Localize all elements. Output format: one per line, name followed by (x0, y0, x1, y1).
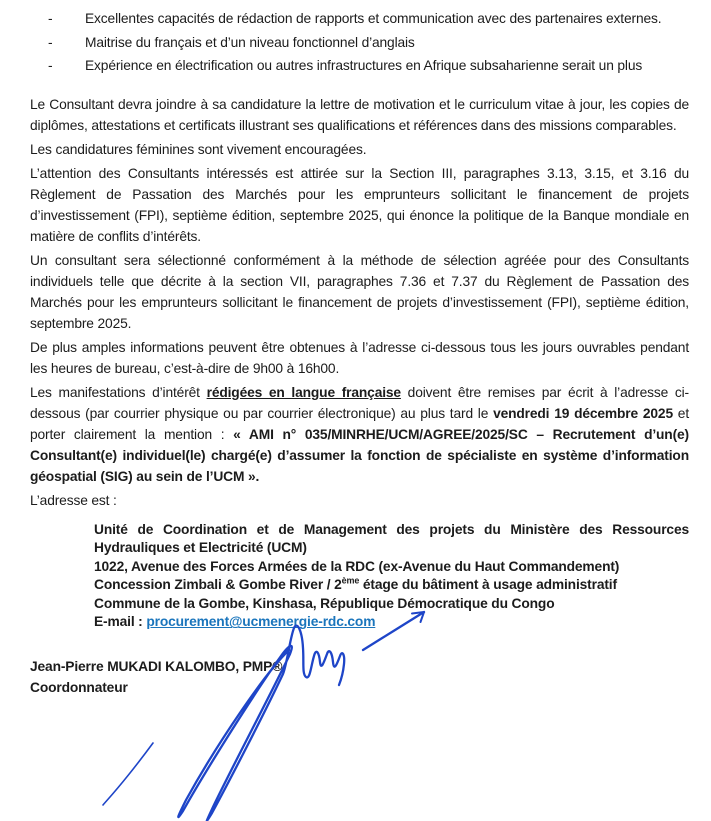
address-building-line (94, 576, 689, 595)
address-org-line-2: Hydrauliques et Electricité (UCM) (94, 540, 307, 556)
signature-lead-stroke (103, 743, 153, 805)
manifestations-text: doivent être remises par écrit à l’adresse ci-dessous (par courrier physique ou par courrier électronique) au plus tard le (30, 384, 689, 421)
dash-bullet-icon: - (48, 58, 53, 73)
bullet-text: Expérience en électrification ou autres infrastructures en Afrique subsaharienne serait un plus (85, 58, 643, 73)
address-intro-label: L’adresse est : (30, 492, 117, 508)
paragraph-dossier-candidature: Le Consultant devra joindre à sa candidature la lettre de motivation et le curriculum vitae à jour, les copies de diplômes, attestations et certificats illustrant ses qualifications et références dans des missions comparables. (30, 96, 689, 133)
email-link[interactable]: procurement@ucmenergie-rdc.com (146, 614, 376, 630)
list-item (30, 54, 689, 78)
deadline-date: vendredi 19 décembre 2025 (493, 405, 673, 421)
paragraph-attention-consultants: L’attention des Consultants intéressés est attirée sur la Section III, paragraphes 3.13, 3.15, et 3.16 du Règlement de Passation des Marchés pour les emprunteurs sollicitant le financement de projets d’investissement (FPI), septième édition, septembre 2025, qui énonce la politique de la Banque mondiale en matière de conflits d’intérêts. (30, 165, 689, 244)
list-item (30, 7, 689, 31)
address-org-line-1: Unité de Coordination et de Management des projets du Ministère des Ressources (94, 521, 689, 537)
paragraph-candidatures-feminines: Les candidatures féminines sont vivement encouragées. (30, 141, 367, 157)
paragraph-methode-selection: Un consultant sera sélectionné conformément à la méthode de sélection agréée pour des Consultants individuels telle que décrite à la section VII, paragraphes 7.36 et 7.37 du Règlement de Passation des Marchés pour les emprunteurs sollicitant le financement de projets d’investissement (FPI), septième édition, septembre 2025. (30, 252, 689, 331)
manifestations-text: et porter clairement la mention : (30, 405, 689, 442)
dash-bullet-icon: - (48, 11, 53, 26)
paragraph-informations-bureau: De plus amples informations peuvent être obtenues à l’adresse ci-dessous tous les jours ouvrables pendant les heures de bureau, c’est-à-dire de 9h00 à 16h00. (30, 339, 689, 376)
address-city-line: Commune de la Gombe, Kinshasa, République Démocratique du Congo (94, 595, 555, 611)
signatory-name: Jean-Pierre MUKADI KALOMBO, PMP® (30, 659, 283, 675)
address-street-line: 1022, Avenue des Forces Armées de la RDC (ex-Avenue du Haut Commandement) (94, 558, 620, 574)
ordinal-superscript: ème (341, 575, 360, 586)
document-body (30, 7, 689, 698)
building-text: étage du bâtiment à usage administratif (359, 577, 617, 593)
paragraph-manifestations-interet (30, 382, 689, 487)
bullet-text: Excellentes capacités de rédaction de rapports et communication avec des partenaires externes. (85, 11, 662, 26)
dash-bullet-icon: - (48, 34, 53, 50)
email-label: E-mail : (94, 614, 147, 630)
langue-francaise-emphasis: rédigées en langue française (206, 384, 401, 400)
signatory-title: Coordonnateur (30, 679, 128, 695)
address-block (94, 521, 689, 633)
email-line (94, 613, 689, 632)
bullet-text: Maitrise du français et d’un niveau fonctionnel d’anglais (85, 34, 415, 50)
signatory-block (30, 657, 689, 698)
building-text: Concession Zimbali & Gombe River / 2 (94, 577, 342, 593)
manifestations-text: Les manifestations d’intérêt (30, 384, 207, 400)
ami-reference-mention: « AMI n° 035/MINRHE/UCM/AGREE/2025/SC – Recrutement d’un(e) Consultant(e) individuel(le) chargé(e) d’assumer la fonction de spécialiste en système d’information géospatial (SIG) au sein de l’UCM ». (30, 426, 689, 484)
list-item (30, 31, 689, 55)
qualifications-bullet-list (30, 7, 689, 78)
